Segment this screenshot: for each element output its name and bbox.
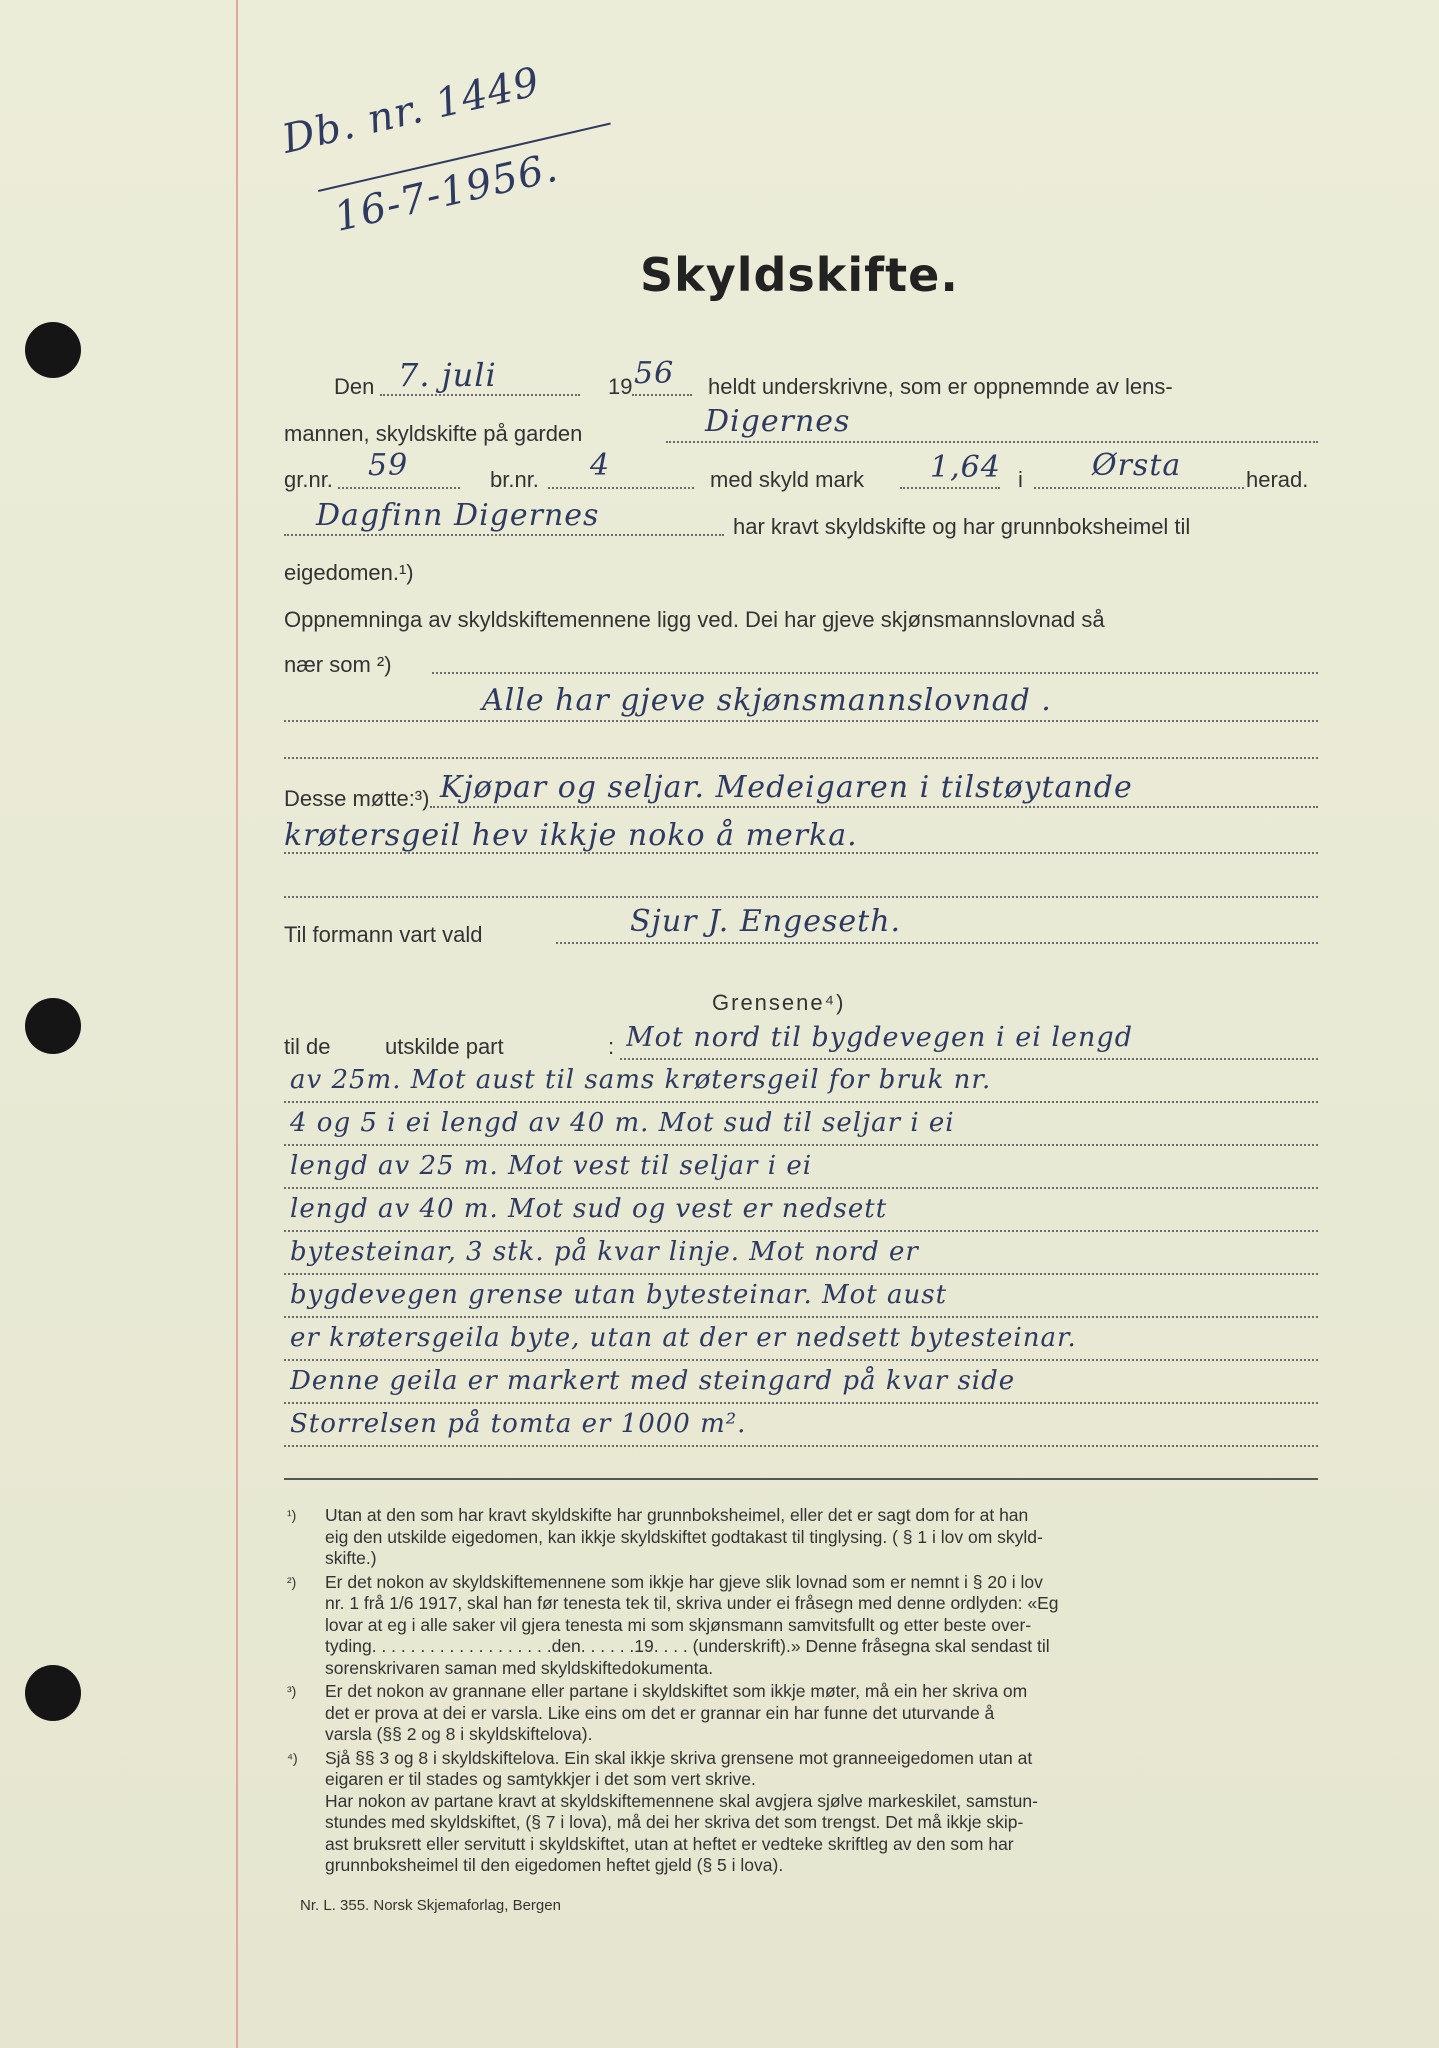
dotted-line bbox=[284, 896, 1318, 898]
intro-text: heldt underskrivne, som er oppnemnde av lens- bbox=[708, 374, 1173, 399]
year-prefix: 19 bbox=[608, 374, 633, 399]
footnote-line: eigaren er til stades og samtykkjer i det som vert skrive. bbox=[325, 1769, 756, 1789]
footnote-line: Utan at den som har kravt skyldskifte har grunnboksheimel, eller det er sagt dom for at han bbox=[325, 1505, 1029, 1525]
owner-value: Dagfinn Digernes bbox=[316, 498, 600, 533]
skyld-value: 1,64 bbox=[930, 450, 1001, 485]
footnote-line: Sjå §§ 3 og 8 i skyldskiftelova. Ein skal ikkje skriva grensene mot granneeigedomen utan at bbox=[325, 1747, 1033, 1768]
dotted-line bbox=[1034, 487, 1244, 489]
krav-text: har kravt skyldskifte og har grunnboksheimel til bbox=[733, 514, 1191, 539]
dotted-line bbox=[284, 1273, 1318, 1275]
dotted-line bbox=[430, 806, 1318, 808]
footnote bbox=[287, 1681, 1325, 1746]
footnote-line: Er det nokon av skyldskiftemennene som ikkje har gjeve slik lovnad som er nemnt i § 20 i lov bbox=[325, 1571, 1043, 1592]
footnote-number: ²) bbox=[287, 1573, 297, 1590]
margin-line bbox=[236, 0, 238, 2048]
mote-value-1: Kjøpar og seljar. Medeigaren i tilstøytande bbox=[440, 770, 1133, 805]
garden-value: Digernes bbox=[705, 404, 851, 439]
grnr-value: 59 bbox=[368, 448, 409, 483]
dotted-line bbox=[284, 1359, 1318, 1361]
brnr-label: br.nr. bbox=[490, 467, 539, 492]
mote-value-2: krøtersgeil hev ikkje noko å merka. bbox=[284, 818, 858, 853]
date-value: 7. juli bbox=[398, 356, 497, 394]
grense-line: Denne geila er markert med steingard på kvar side bbox=[290, 1366, 1016, 1396]
dotted-line bbox=[284, 1187, 1318, 1189]
footnote-line: det er prova at dei er varsla. Like eins om det er grannar ein har funne det uturvande å bbox=[325, 1702, 995, 1723]
dotted-line bbox=[432, 672, 1318, 674]
footnote-number: ¹) bbox=[287, 1507, 297, 1523]
dotted-line bbox=[284, 1230, 1318, 1232]
grense-line: er krøtersgeila byte, utan at der er nedsett bytesteinar. bbox=[290, 1323, 1077, 1353]
grense-line: Storrelsen på tomta er 1000 m². bbox=[290, 1409, 747, 1439]
garden-label: mannen, skyldskifte på garden bbox=[284, 421, 583, 446]
footnote-line: tyding. . . . . . . . . . . . . . . . . . .den. . . . . .19. . . . (underskrift).» Denne fråsegna skal sendast til bbox=[325, 1636, 1050, 1656]
til-de-label: til de bbox=[284, 1034, 331, 1059]
dotted-line bbox=[284, 1445, 1318, 1447]
formann-label: Til formann vart vald bbox=[284, 922, 483, 947]
dotted-line bbox=[380, 394, 580, 396]
naer-value: Alle har gjeve skjønsmannslovnad . bbox=[482, 683, 1052, 718]
grense-line: 4 og 5 i ei lengd av 40 m. Mot sud til seljar i ei bbox=[290, 1108, 955, 1138]
dotted-line bbox=[284, 1101, 1318, 1103]
utskilde-label: utskilde part bbox=[385, 1034, 504, 1059]
punch-hole bbox=[25, 998, 81, 1054]
footnote-line: Har nokon av partane kravt at skyldskiftemennene skal avgjera sjølve markeskilet, samstun- bbox=[325, 1790, 1038, 1811]
year-value: 56 bbox=[634, 356, 675, 391]
footnote-number: ³) bbox=[287, 1683, 297, 1699]
dotted-line bbox=[284, 720, 1318, 722]
herad-label: herad. bbox=[1246, 467, 1309, 492]
footnote-line: varsla (§§ 2 og 8 i skyldskiftelova). bbox=[325, 1724, 593, 1744]
grense-line: av 25m. Mot aust til sams krøtersgeil for bruk nr. bbox=[290, 1065, 992, 1095]
footnote-line: lovar at eg i alle saker vil gjera tenesta mi som skjønsmann samvitsfullt og etter beste over- bbox=[325, 1614, 1032, 1635]
herad-value: Ørsta bbox=[1092, 448, 1182, 483]
registration-number: Db. nr. 1449 bbox=[278, 58, 545, 163]
grense-line: bytesteinar, 3 stk. på kvar linje. Mot nord er bbox=[290, 1237, 919, 1267]
registration-date: 16-7-1956. bbox=[330, 144, 563, 241]
brnr-value: 4 bbox=[590, 448, 611, 483]
grensene-heading: Grensene⁴) bbox=[712, 990, 846, 1015]
section-rule bbox=[284, 1478, 1318, 1480]
grnr-label: gr.nr. bbox=[284, 467, 333, 492]
footnote-line: sorenskrivaren saman med skyldskiftedokumenta. bbox=[325, 1657, 714, 1678]
footnote-line: skifte.) bbox=[325, 1548, 377, 1568]
mote-label: Desse møtte:³) bbox=[284, 786, 430, 811]
footnote-line: Er det nokon av grannane eller partane i skyldskiftet som ikkje møter, må ein her skriva om bbox=[325, 1681, 1028, 1701]
colon: : bbox=[608, 1034, 615, 1059]
page-title: Skyldskifte. bbox=[640, 248, 959, 302]
dotted-line bbox=[666, 441, 1318, 443]
footnote bbox=[287, 1505, 1325, 1570]
oppnemning-text: Oppnemninga av skyldskiftemennene ligg ved. Dei har gjeve skjønsmannslovnad så bbox=[284, 607, 1105, 632]
dotted-line bbox=[556, 942, 1318, 944]
footnote-line: stundes med skyldskiftet, (§ 7 i lova), må dei her skriva det som trengst. Det må ikkje skip- bbox=[325, 1812, 1024, 1832]
skyld-label: med skyld mark bbox=[710, 467, 865, 492]
eigedom-text: eigedomen.¹) bbox=[284, 560, 414, 585]
footnote-line: nr. 1 frå 1/6 1917, skal han før tenesta tek til, skriva under ei fråsegn med denne ordlyden: «Eg bbox=[325, 1593, 1059, 1613]
dotted-line bbox=[284, 1144, 1318, 1146]
formann-value: Sjur J. Engeseth. bbox=[630, 904, 902, 939]
dotted-line bbox=[284, 1316, 1318, 1318]
dotted-line bbox=[900, 487, 1000, 489]
footnote-line: eig den utskilde eigedomen, kan ikkje skyldskiftet godtakast til tinglysing. ( § 1 i lov om skyld- bbox=[325, 1526, 1043, 1547]
footnote-line: ast bruksrett eller servitutt i skyldskiftet, utan at heftet er vedteke skriftleg av den som har bbox=[325, 1833, 1014, 1854]
punch-hole bbox=[25, 1665, 81, 1721]
i-label: i bbox=[1018, 467, 1023, 492]
dotted-line bbox=[548, 487, 694, 489]
footnote bbox=[287, 1571, 1325, 1680]
grense-line: lengd av 40 m. Mot sud og vest er nedsett bbox=[290, 1194, 888, 1224]
footnote-number: ⁴) bbox=[287, 1749, 298, 1766]
dotted-line bbox=[284, 1402, 1318, 1404]
footnote-line: grunnboksheimel til den eigedomen heftet gjeld (§ 5 i lova). bbox=[325, 1855, 784, 1875]
dotted-line bbox=[284, 534, 724, 536]
grense-line: Mot nord til bygdevegen i ei lengd bbox=[626, 1022, 1133, 1053]
dotted-line bbox=[620, 1058, 1318, 1060]
footnote bbox=[287, 1747, 1325, 1877]
punch-hole bbox=[25, 322, 81, 378]
grense-line: bygdevegen grense utan bytesteinar. Mot aust bbox=[290, 1280, 948, 1310]
dotted-line bbox=[632, 394, 692, 396]
naer-label: nær som ²) bbox=[284, 652, 392, 677]
imprint: Nr. L. 355. Norsk Skjemaforlag, Bergen bbox=[300, 1897, 561, 1914]
den-label: Den bbox=[334, 374, 375, 399]
grense-line: lengd av 25 m. Mot vest til seljar i ei bbox=[290, 1151, 813, 1181]
dotted-line bbox=[284, 757, 1318, 759]
dotted-line bbox=[338, 487, 460, 489]
